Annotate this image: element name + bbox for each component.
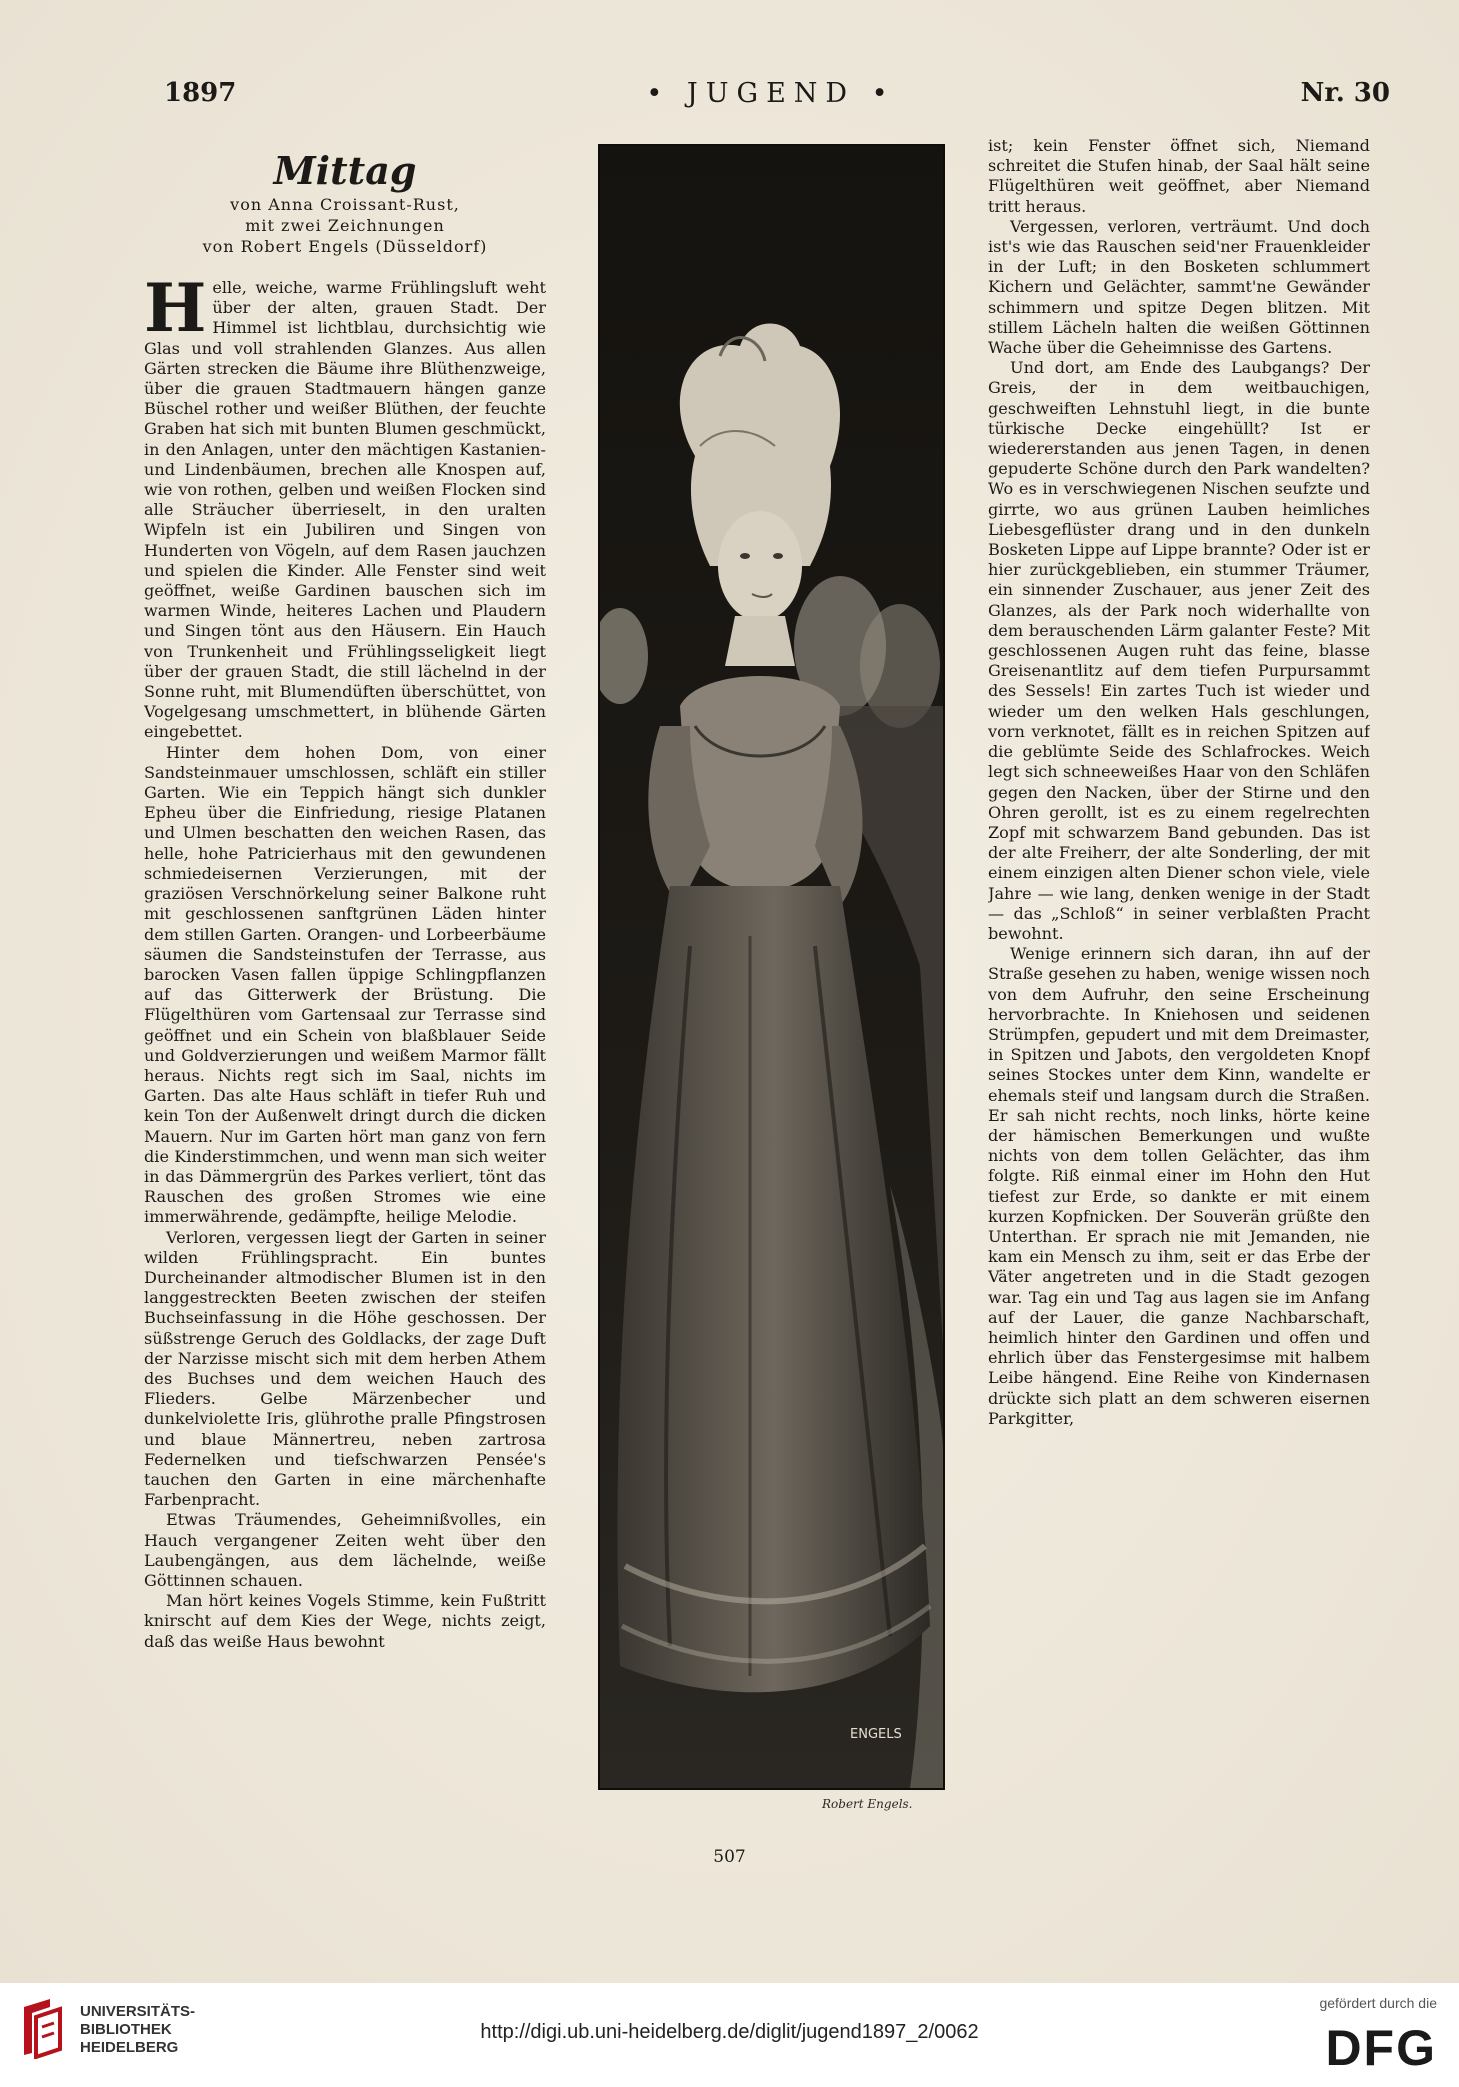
permalink-url[interactable]: http://digi.ub.uni-heidelberg.de/diglit/jugend1897_2/0062 — [480, 2021, 979, 2043]
paragraph-6: ist; kein Fenster öffnet sich, Niemand schreitet die Stufen hinab, der Saal hält seine Flügelthüren weit geöffnet, aber Niemand tritt heraus. — [988, 136, 1370, 216]
paragraph-1 — [144, 278, 546, 743]
header-year: 1897 — [164, 78, 237, 108]
paragraph-9: Wenige erinnern sich daran, ihn auf der Straße gesehen zu haben, wenige wissen noch von dem Aufruhr, den seine Erscheinung hervorbrachte. In Kniehosen und seidenen Strümpfen, gepudert und mit dem Dreimaster, in Spitzen und Jabots, den vergoldeten Knopf seines Stockes unter dem Kinn, wandelte er ehemals steif und langsam durch die Straßen. Er sah nicht rechts, noch links, hörte keine der hämischen Bemerkungen und wußte nichts von dem tollen Gelächter, das ihm folgte. Riß einmal einer im Hohn den Hut tiefest zur Erde, so dankte er mit einem kurzen Kopfnicken. Der Souverän grüßte den Unterthan. Er sprach nie mit Jemanden, nie kam ein Mensch zu ihm, seit er das Erbe der Väter angetreten und in die Stadt gezogen war. Tag ein und Tag aus lagen sie im Anfang auf der Lauer, die ganze Nachbarschaft, heimlich hinter den Gardinen und offen und ehrlich über das Fenstergesimse mit halbem Leibe hängend. Eine Reihe von Kindernasen drückte sich platt an dem schweren eisernen Parkgitter, — [988, 944, 1370, 1428]
illustration-signature: ENGELS — [850, 1727, 902, 1742]
article-title-block — [144, 148, 546, 257]
article-title: Mittag — [273, 148, 417, 193]
viewer-footer — [0, 1983, 1459, 2087]
header-issue: Nr. 30 — [1300, 78, 1390, 108]
illustration-panel — [598, 144, 945, 1790]
text-column-left — [144, 278, 546, 1838]
paragraph-7: Vergessen, verloren, verträumt. Und doch ist's wie das Rauschen seid'ner Frauenkleider in der Luft; in den Bosketen schlummert Kichern und Gelächter, sammt'ne Gewänder schimmern und spitze Degen blitzen. Mit stillem Lächeln halten die weißen Göttinnen Wache über die Geheimnisse des Gartens. — [988, 216, 1370, 358]
illustration-caption: Robert Engels. — [822, 1797, 913, 1811]
article-byline-author: von Anna Croissant-Rust, — [230, 195, 460, 214]
article-byline-drawings: mit zwei Zeichnungen — [245, 216, 445, 235]
text-column-right — [988, 136, 1370, 1836]
funded-by-label: gefördert durch die — [1319, 1995, 1437, 2011]
paragraph-5: Man hört keines Vogels Stimme, kein Fußtritt knirscht auf dem Kies der Wege, nichts zeigt, daß das weiße Haus bewohnt — [144, 1591, 546, 1651]
header-masthead: • JUGEND • — [646, 78, 896, 109]
paragraph-8: Und dort, am Ende des Laubgangs? Der Greis, der in dem weitbauchigen, geschweiften Lehnstuhl liegt, in die bunte türkische Decke eingehüllt? Ist er wiedererstanden aus jenen Tagen, in denen gepuderte Schöne durch den Park wandelten? Wo es in verschwiegenen Nischen seufzte und girrte, wo aus grünen Lauben heimliches Liebesgeflüster drang und in den dunkeln Bosketen Lippe auf Lippe brannte? Oder ist er hier zurückgeblieben, ein stummer Träumer, ein sinnender Zuschauer, aus jener Zeit des Glanzes, als der Park noch widerhallte von dem berauschenden Lärm galanter Feste? Mit geschlossenen Augen ruht das feine, blasse Greisenantlitz auf dem tiefen Purpursammt des Sessels! Ein zartes Tuch ist wieder und wieder um den welken Hals geschlungen, vorn verknotet, fällt es in reichen Spitzen auf die geblümte Seide des Schlafrockes. Weich legt sich schneeweißes Haar von den Schläfen gegen den Nacken, über der Stirne und den Ohren gerollt, ist es zu einem regelrechten Zopf mit schwarzem Band gebunden. Das ist der alte Freiherr, der alte Sonderling, der mit einem einzigen alten Diener schon viele, viele Jahre — wie lang, denken wenige in der Stadt — das „Schloß“ in seiner verblaßten Pracht bewohnt. — [988, 358, 1370, 943]
paragraph-1-text: elle, weiche, warme Frühlingsluft weht über der alten, grauen Stadt. Der Himmel ist lichtblau, durchsichtig wie Glas und voll strahlenden Glanzes. Aus allen Gärten strecken die Bäume ihre Blüthenzweige, über die grauen Stadtmauern hängen ganze Büschel rother und weißer Blüthen, der feuchte Graben hat sich mit bunten Blumen geschmückt, in den Anlagen, unter den mächtigen Kastanien- und Lindenbäumen, brechen alle Knospen auf, wie von rothen, gelben und weißen Flocken sind alle Sträucher überrieselt, in den uralten Wipfeln ist ein Jubiliren und Singen von Hunderten von Vögeln, auf dem Rasen jauchzen und spielen die Kinder. Alle Fenster sind weit geöffnet, weiße Gardinen bauschen sich im warmen Winde, heiteres Lachen und Plaudern und Singen tönt aus den Häusern. Ein Hauch von Trunkenheit und Frühlingsseligkeit liegt über der grauen Stadt, die still lächelnd in der Sonne ruht, mit Blumendüften überschüttet, von Vogelgesang umschmettert, in blühende Gärten eingebettet. — [144, 278, 546, 742]
paragraph-3: Verloren, vergessen liegt der Garten in seiner wilden Frühlingspracht. Ein buntes Durcheinander altmodischer Blumen ist in den langgestreckten Beeten zwischen der steifen Buchseinfassung in die Höhe geschossen. Der süßstrenge Geruch des Goldlacks, der zage Duft der Narzisse mischt sich mit dem herben Athem des Buchses und dem weichen Hauch des Flieders. Gelbe Märzenbecher und dunkelviolette Iris, glührothe pralle Pfingstrosen und blaue Männertreu, neben zartrosa Federnelken und tiefschwarzen Pensée's tauchen den Garten in eine märchenhafte Farbenpracht. — [144, 1227, 546, 1510]
page-header — [152, 78, 1390, 118]
page-number: 507 — [713, 1847, 746, 1867]
article-byline-illustrator: von Robert Engels (Düsseldorf) — [202, 237, 488, 256]
illustration-drawing — [600, 146, 943, 1788]
drop-cap: H — [144, 278, 207, 347]
paragraph-4: Etwas Träumendes, Geheimnißvolles, ein Hauch vergangener Zeiten weht über den Laubengängen, aus dem lächelnde, weiße Göttinnen schauen. — [144, 1510, 546, 1590]
institution-name[interactable]: UNIVERSITÄTS- BIBLIOTHEK HEIDELBERG — [80, 2003, 196, 2056]
dfg-logo[interactable]: DFG — [1325, 2020, 1437, 2076]
paragraph-2: Hinter dem hohen Dom, von einer Sandsteinmauer umschlossen, schläft ein stiller Garten. Wie ein Teppich hängt sich dunkler Epheu über die Einfriedung, riesige Platanen und Ulmen beschatten den weichen Rasen, das helle, hohe Patricierhaus mit den gewundenen schmiedeisernen Verzierungen, mit der graziösen Verschnörkelung seiner Balkone ruht mit geschlossenen sanftgrünen Läden hinter dem stillen Garten. Orangen- und Lorbeerbäume säumen die Sandsteinstufen der Terrasse, aus barocken Vasen fallen üppige Schlingpflanzen auf das Gitterwerk der Brüstung. Die Flügelthüren vom Gartensaal zur Terrasse sind geöffnet und ein Schein von blaßblauer Seide und Goldverzierungen und weißem Marmor fällt heraus. Nichts regt sich im Saal, nichts im Garten. Das alte Haus schläft in tiefer Ruh und kein Ton der Außenwelt dringt durch die dicken Mauern. Nur im Garten hört man ganz von fern die Kinderstimmchen, und wenn man sich weiter in das Dämmergrün des Parkes verliert, tönt das Rauschen des großen Stromes wie eine immerwährende, gedämpfte, heilige Melodie. — [144, 742, 546, 1227]
